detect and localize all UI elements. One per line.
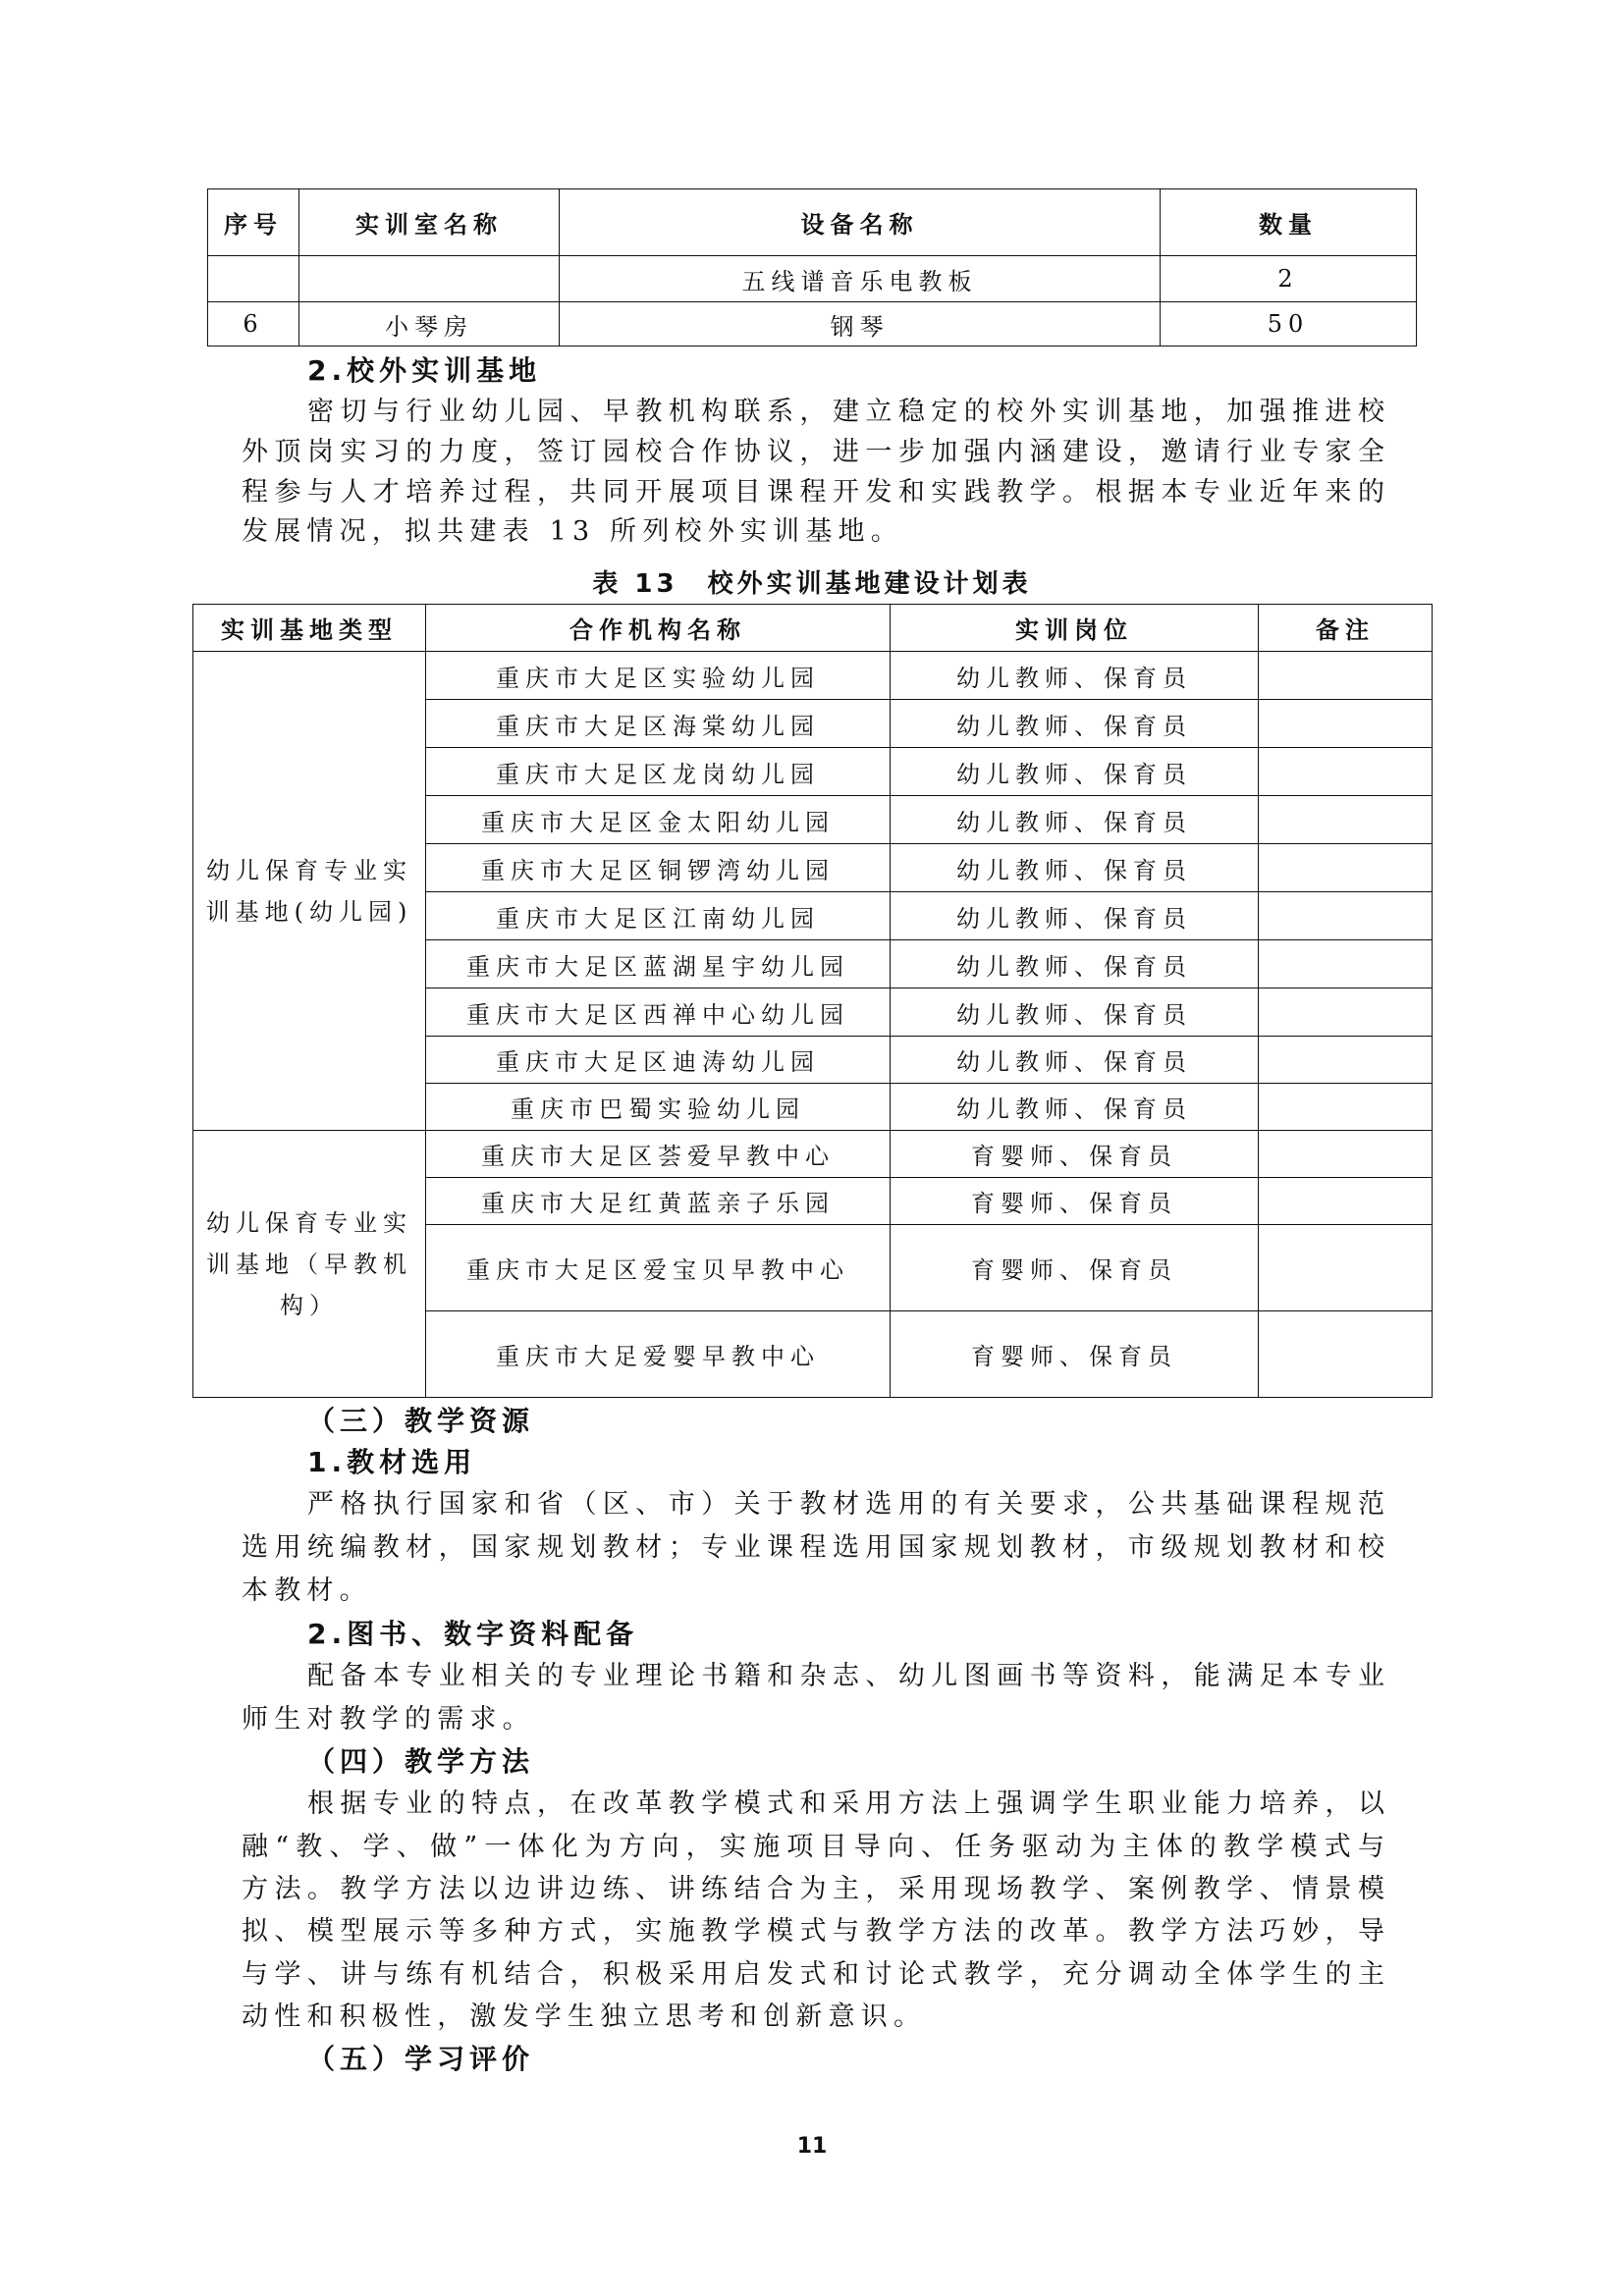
cell-note [1259, 1178, 1433, 1225]
cell-note [1259, 988, 1433, 1037]
cell-post: 育婴师、保育员 [891, 1131, 1259, 1178]
paragraph-line: 师生对教学的需求。 [242, 1704, 535, 1735]
cell-org: 重庆市大足区爱宝贝早教中心 [426, 1225, 891, 1311]
paragraph-line: 发展情况，拟共建表 13 所列校外实训基地。 [242, 516, 903, 547]
header-equipment: 设备名称 [560, 189, 1161, 256]
cell-equipment: 五线谱音乐电教板 [560, 256, 1161, 302]
header-room: 实训室名称 [299, 189, 560, 256]
cell-org: 重庆市巴蜀实验幼儿园 [426, 1084, 891, 1131]
paragraph-line: 配备本专业相关的专业理论书籍和杂志、幼儿图画书等资料，能满足本专业 [307, 1661, 1384, 1691]
cell-quantity: 2 [1161, 256, 1417, 302]
table-row [193, 1131, 1433, 1178]
section-heading-evaluation: （五）学习评价 [307, 2043, 535, 2075]
cell-org: 重庆市大足区荟爱早教中心 [426, 1131, 891, 1178]
paragraph-line: 根据专业的特点，在改革教学模式和采用方法上强调学生职业能力培养，以 [307, 1789, 1384, 1819]
cell-note [1259, 1084, 1433, 1131]
cell-note [1259, 748, 1433, 796]
cell-post: 幼儿教师、保育员 [891, 892, 1259, 940]
paragraph-line: 融“教、学、做”一体化为方向，实施项目导向、任务驱动为主体的教学模式与 [242, 1832, 1384, 1862]
header-org: 合作机构名称 [426, 605, 891, 652]
header-quantity: 数量 [1161, 189, 1417, 256]
section-heading-methods: （四）教学方法 [307, 1745, 535, 1778]
cell-room [299, 256, 560, 302]
cell-post: 幼儿教师、保育员 [891, 1084, 1259, 1131]
cell-org: 重庆市大足区金太阳幼儿园 [426, 796, 891, 844]
cell-post: 幼儿教师、保育员 [891, 748, 1259, 796]
cell-no: 6 [208, 302, 299, 347]
paragraph-line: 程参与人才培养过程，共同开展项目课程开发和实践教学。根据本专业近年来的 [242, 477, 1384, 507]
cell-post: 幼儿教师、保育员 [891, 1037, 1259, 1084]
base-table [192, 604, 1433, 1398]
cell-post: 幼儿教师、保育员 [891, 700, 1259, 748]
cell-room: 小琴房 [299, 302, 560, 347]
paragraph-line: 动性和积极性，激发学生独立思考和创新意识。 [242, 2002, 927, 2032]
cell-no [208, 256, 299, 302]
cell-base-type [193, 1131, 426, 1398]
cell-post: 幼儿教师、保育员 [891, 844, 1259, 892]
table-row [208, 256, 1417, 302]
cell-post: 幼儿教师、保育员 [891, 940, 1259, 988]
paragraph-line: 外顶岗实习的力度，签订园校合作协议，进一步加强内涵建设，邀请行业专家全 [242, 437, 1384, 467]
paragraph-line: 拟、模型展示等多种方式，实施教学模式与教学方法的改革。教学方法巧妙，导 [242, 1916, 1384, 1947]
header-type: 实训基地类型 [193, 605, 426, 652]
cell-org: 重庆市大足区铜锣湾幼儿园 [426, 844, 891, 892]
cell-note [1259, 700, 1433, 748]
base-type-line: 训基地(幼儿园) [205, 897, 413, 926]
equipment-table [207, 188, 1417, 347]
paragraph-line: 方法。教学方法以边讲边练、讲练结合为主，采用现场教学、案例教学、情景模 [242, 1874, 1384, 1904]
cell-base-type [193, 652, 426, 1131]
cell-note [1259, 940, 1433, 988]
paragraph-line: 本教材。 [242, 1575, 372, 1606]
cell-org: 重庆市大足区海棠幼儿园 [426, 700, 891, 748]
cell-org: 重庆市大足区西禅中心幼儿园 [426, 988, 891, 1037]
cell-note [1259, 1225, 1433, 1311]
cell-post: 育婴师、保育员 [891, 1311, 1259, 1398]
base-type-line: 幼儿保育专业实 [206, 1208, 412, 1237]
paragraph-line: 严格执行国家和省（区、市）关于教材选用的有关要求，公共基础课程规范 [307, 1489, 1384, 1520]
cell-org: 重庆市大足区龙岗幼儿园 [426, 748, 891, 796]
cell-note [1259, 844, 1433, 892]
cell-note [1259, 796, 1433, 844]
section-heading-resources: （三）教学资源 [307, 1405, 535, 1437]
cell-post: 育婴师、保育员 [891, 1178, 1259, 1225]
paragraph-line: 密切与行业幼儿园、早教机构联系，建立稳定的校外实训基地，加强推进校 [307, 397, 1384, 427]
base-type-line: 训基地（早教机 [206, 1250, 412, 1278]
cell-org: 重庆市大足区实验幼儿园 [426, 652, 891, 700]
cell-post: 幼儿教师、保育员 [891, 988, 1259, 1037]
cell-post: 育婴师、保育员 [891, 1225, 1259, 1311]
cell-note [1259, 1131, 1433, 1178]
cell-note [1259, 1037, 1433, 1084]
cell-org: 重庆市大足区蓝湖星宇幼儿园 [426, 940, 891, 988]
base-table-header [193, 605, 1433, 652]
section-heading-off-campus: 2.校外实训基地 [307, 354, 542, 387]
cell-post: 幼儿教师、保育员 [891, 796, 1259, 844]
table-caption: 表 13 校外实训基地建设计划表 [592, 569, 1032, 599]
cell-org: 重庆市大足红黄蓝亲子乐园 [426, 1178, 891, 1225]
equipment-table-header [208, 189, 1417, 256]
subheading-textbooks: 1.教材选用 [307, 1446, 477, 1478]
subheading-books-digital: 2.图书、数字资料配备 [307, 1618, 639, 1650]
header-no: 序号 [208, 189, 299, 256]
paragraph-line: 选用统编教材，国家规划教材；专业课程选用国家规划教材，市级规划教材和校 [242, 1532, 1384, 1563]
cell-note [1259, 652, 1433, 700]
base-type-line: 构） [280, 1291, 339, 1319]
cell-equipment: 钢琴 [560, 302, 1161, 347]
cell-note [1259, 892, 1433, 940]
page-number: 11 [796, 2134, 828, 2159]
cell-post: 幼儿教师、保育员 [891, 652, 1259, 700]
cell-quantity: 50 [1161, 302, 1417, 347]
cell-org: 重庆市大足区迪涛幼儿园 [426, 1037, 891, 1084]
paragraph-line: 与学、讲与练有机结合，积极采用启发式和讨论式教学，充分调动全体学生的主 [242, 1959, 1384, 1990]
cell-org: 重庆市大足区江南幼儿园 [426, 892, 891, 940]
table-row [193, 652, 1433, 700]
table-row [208, 302, 1417, 347]
header-note: 备注 [1259, 605, 1433, 652]
header-post: 实训岗位 [891, 605, 1259, 652]
cell-note [1259, 1311, 1433, 1398]
base-type-line: 幼儿保育专业实 [206, 856, 412, 884]
cell-org: 重庆市大足爱婴早教中心 [426, 1311, 891, 1398]
